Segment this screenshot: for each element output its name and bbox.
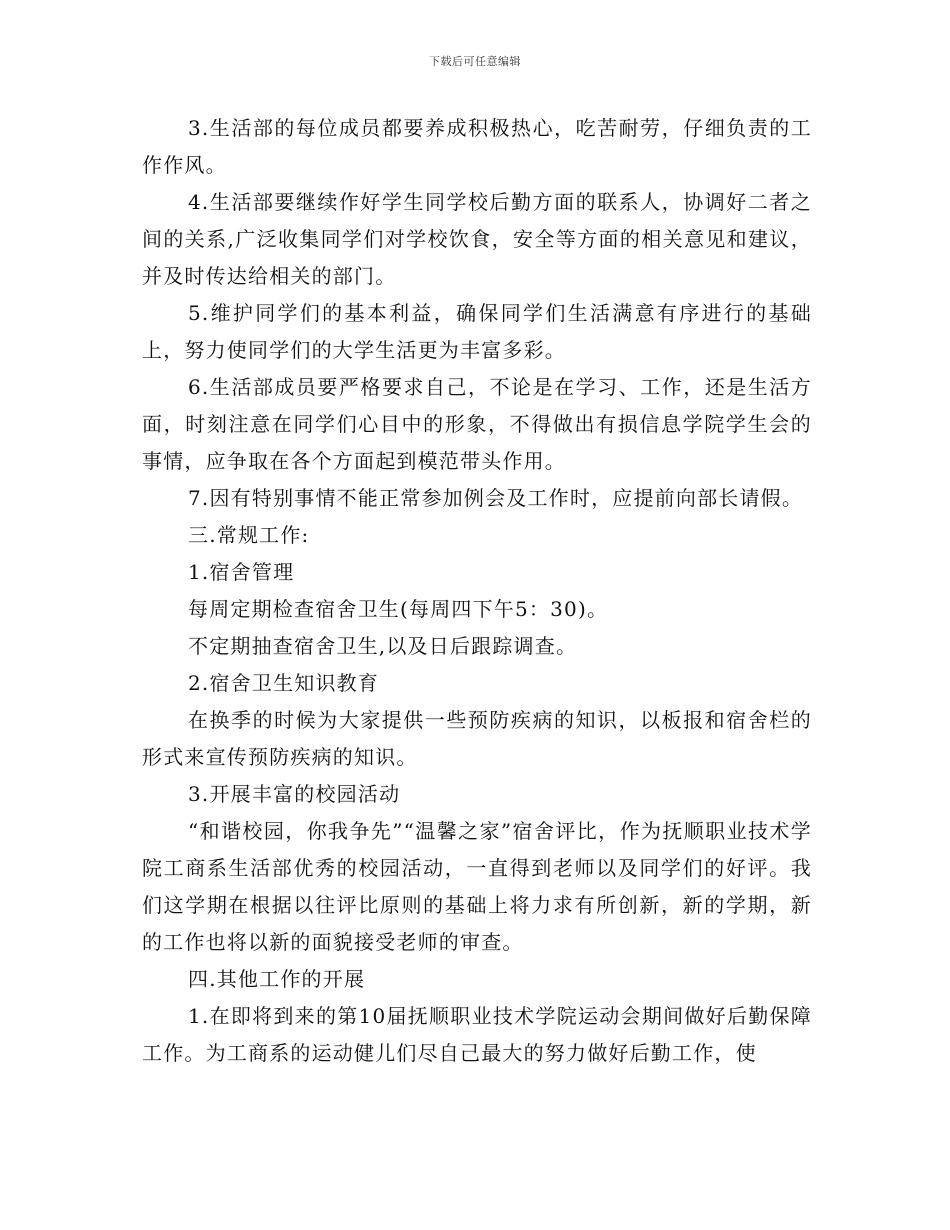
paragraph-rule-7: 7.因有特别事情不能正常参加例会及工作时，应提前向部长请假。 <box>188 486 804 510</box>
section-heading-routine-work: 三.常规工作: <box>188 523 310 547</box>
paragraph-rule-5: 5.维护同学们的基本利益，确保同学们生活满意有序进行的基础上，努力使同学们的大学生活更为丰富多彩。 <box>142 301 812 362</box>
subheading-dorm-management: 1.宿舍管理 <box>188 560 295 584</box>
paragraph-sports-meet: 1.在即将到来的第10届抚顺职业技术学院运动会期间做好后勤保障工作。为工商系的运动健儿们尽自己最大的努力做好后勤工作，使 <box>142 1004 812 1065</box>
page-header: 下载后可任意编辑 <box>429 55 521 68</box>
subheading-hygiene-education: 2.宿舍卫生知识教育 <box>188 671 380 695</box>
section-heading-other-work: 四.其他工作的开展 <box>188 967 366 991</box>
subheading-campus-activities: 3.开展丰富的校园活动 <box>188 782 401 806</box>
paragraph-disease-prevention: 在换季的时候为大家提供一些预防疾病的知识，以板报和宿舍栏的形式来宣传预防疾病的知识。 <box>142 708 812 769</box>
document-body <box>142 110 812 1072</box>
paragraph-dorm-competition: “和谐校园，你我争先”“温馨之家”宿舍评比，作为抚顺职业技术学院工商系生活部优秀的校园活动，一直得到老师以及同学们的好评。我们这学期在根据以往评比原则的基础上将力求有所创新，新的学期，新的工作也将以新的面貌接受老师的审查。 <box>142 819 812 954</box>
paragraph-rule-6: 6.生活部成员要严格要求自己，不论是在学习、工作，还是生活方面，时刻注意在同学们心目中的形象，不得做出有损信息学院学生会的事情，应争取在各个方面起到模范带头作用。 <box>142 375 812 473</box>
paragraph-random-check: 不定期抽查宿舍卫生,以及日后跟踪调查。 <box>188 634 578 658</box>
paragraph-rule-4: 4.生活部要继续作好学生同学校后勤方面的联系人，协调好二者之间的关系,广泛收集同学们对学校饮食，安全等方面的相关意见和建议，并及时传达给相关的部门。 <box>142 190 812 288</box>
paragraph-weekly-check: 每周定期检查宿舍卫生(每周四下午5：30)。 <box>188 597 609 621</box>
paragraph-rule-3: 3.生活部的每位成员都要养成积极热心，吃苦耐劳，仔细负责的工作作风。 <box>142 116 812 177</box>
